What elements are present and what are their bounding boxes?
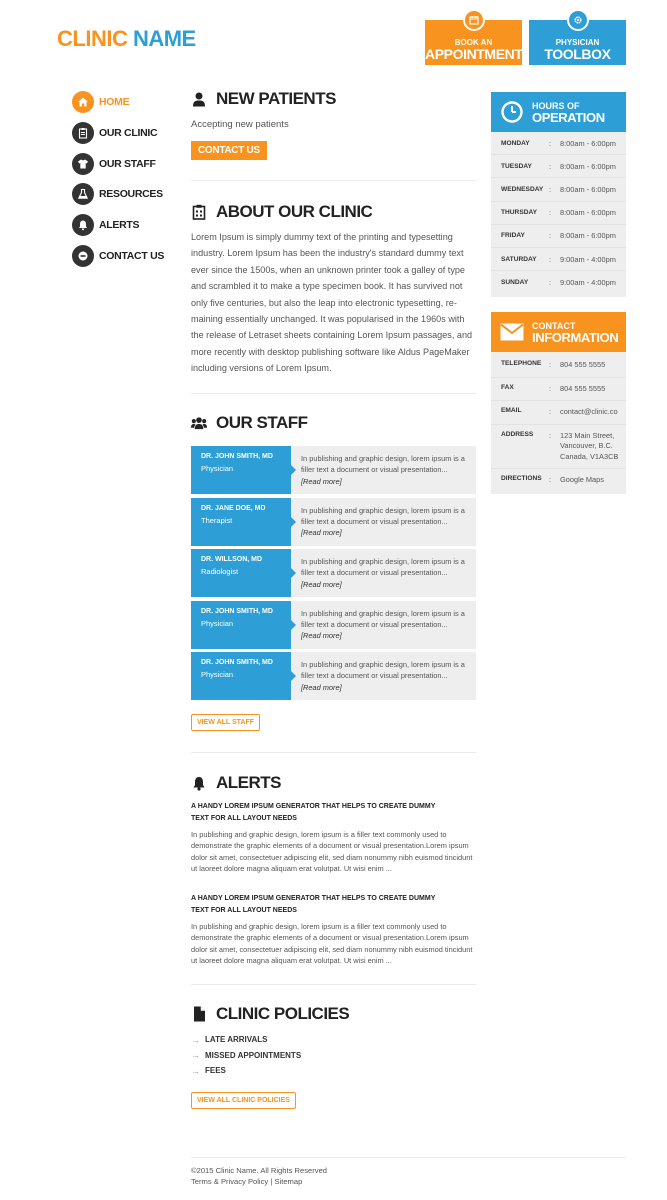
arrow-right-icon: → xyxy=(191,1050,200,1061)
day-label: SUNDAY xyxy=(501,279,529,287)
alerts-title: ALERTS xyxy=(216,773,281,792)
read-more-link[interactable]: [Read more] xyxy=(301,682,342,692)
hours-title-line1: HOURS OF xyxy=(532,100,580,111)
contact-label: ADDRESS xyxy=(501,430,534,438)
sitemap-link[interactable]: Sitemap xyxy=(274,1177,303,1186)
staff-name-cell[interactable] xyxy=(191,498,291,546)
policies-heading xyxy=(191,1004,349,1024)
policy-item[interactable] xyxy=(191,1048,301,1064)
staff-role: Physician xyxy=(201,618,234,628)
staff-desc-text: In publishing and graphic design, lorem ipsum is a filler text a document or visual presentation... xyxy=(301,660,465,681)
hours-row xyxy=(491,248,626,271)
nav-item-our-staff[interactable] xyxy=(72,153,164,175)
contact-row xyxy=(491,401,626,425)
policies-list xyxy=(191,1032,301,1079)
hours-header xyxy=(491,92,626,132)
day-label: FRIDAY xyxy=(501,232,525,240)
staff-desc xyxy=(291,549,476,597)
book-btn-line1: BOOK AN xyxy=(454,38,493,47)
nav-item-our-clinic[interactable] xyxy=(72,122,164,144)
hours-row xyxy=(491,271,626,294)
nav-item-label: CONTACT US xyxy=(99,249,165,262)
alert-heading[interactable]: A HANDY LOREM IPSUM GENERATOR THAT HELPS TO CREATE DUMMY TEXT FOR ALL LAYOUT NEEDS xyxy=(191,895,436,914)
about-heading xyxy=(191,202,372,222)
staff-desc-text: In publishing and graphic design, lorem ipsum is a filler text a document or visual presentation... xyxy=(301,454,465,475)
hours-value: 8:00am - 6:00pm xyxy=(560,208,616,218)
staff-row xyxy=(191,498,476,546)
policy-label: MISSED APPOINTMENTS xyxy=(205,1050,302,1060)
read-more-link[interactable]: [Read more] xyxy=(301,528,342,538)
staff-desc xyxy=(291,446,476,494)
hours-value: 8:00am - 6:00pm xyxy=(560,161,616,171)
separator: : xyxy=(549,430,552,440)
staff-row xyxy=(191,652,476,700)
separator: : xyxy=(549,161,552,171)
staff-name: DR. JANE DOE, MD xyxy=(201,504,266,512)
nav-item-resources[interactable] xyxy=(72,183,164,205)
main-nav xyxy=(72,91,164,276)
toolbox-btn-line2: TOOLBOX xyxy=(544,46,611,62)
day-label: SATURDAY xyxy=(501,255,537,263)
staff-desc-text: In publishing and graphic design, lorem ipsum is a filler text a document or visual presentation... xyxy=(301,608,465,629)
separator: : xyxy=(549,254,552,264)
staff-role: Radiologist xyxy=(201,567,239,576)
nav-item-contact-us[interactable] xyxy=(72,245,164,267)
contact-label: FAX xyxy=(501,383,514,391)
arrow-right-icon: → xyxy=(191,1034,200,1045)
hours-value: 8:00am - 6:00pm xyxy=(560,138,616,148)
staff-name-cell[interactable] xyxy=(191,446,291,494)
contact-label: EMAIL xyxy=(501,407,522,414)
footer xyxy=(191,1165,327,1187)
day-label: THURSDAY xyxy=(501,209,538,217)
staff-list xyxy=(191,446,476,704)
copyright-text: ©2015 Clinic Name. All Rights Reserved xyxy=(191,1166,328,1175)
directions-link[interactable]: Google Maps xyxy=(560,475,604,484)
contact-label: DIRECTIONS xyxy=(501,475,542,482)
staff-role: Physician xyxy=(201,464,234,473)
staff-desc xyxy=(291,652,476,700)
hours-row xyxy=(491,155,626,178)
contact-title-line1: CONTACT xyxy=(532,320,576,331)
hours-row xyxy=(491,202,626,225)
staff-title: OUR STAFF xyxy=(216,413,308,432)
contact-value: 123 Main Street, Vancouver, B.C. Canada, V1A3CB xyxy=(560,430,619,461)
clock-icon xyxy=(500,100,524,124)
separator: : xyxy=(549,383,552,393)
staff-desc xyxy=(291,601,476,649)
hours-row xyxy=(491,132,626,155)
separator: : xyxy=(549,184,552,194)
separator: : xyxy=(549,360,552,369)
nav-item-label: RESOURCES xyxy=(99,188,163,201)
staff-name-cell[interactable] xyxy=(191,601,291,649)
day-label: MONDAY xyxy=(501,139,530,147)
book-appointment-button[interactable] xyxy=(425,20,522,65)
staff-name: DR. JOHN SMITH, MD xyxy=(201,659,273,666)
bell-icon xyxy=(191,775,207,791)
staff-name: DR. JOHN SMITH, MD xyxy=(201,607,273,615)
read-more-link[interactable]: [Read more] xyxy=(301,579,342,589)
hours-value: 8:00am - 6:00pm xyxy=(560,231,616,241)
nav-item-label: ALERTS xyxy=(99,219,140,232)
staff-desc-text: In publishing and graphic design, lorem ipsum is a filler text a document or visual presentation... xyxy=(301,557,465,578)
home-icon xyxy=(72,91,94,113)
hours-title-line2: OPERATION xyxy=(532,109,605,125)
separator: : xyxy=(549,475,552,484)
gear-icon xyxy=(567,9,589,31)
staff-desc xyxy=(291,498,476,546)
users-icon xyxy=(191,415,207,431)
nav-item-label: OUR STAFF xyxy=(99,157,156,170)
alerts-heading xyxy=(191,773,281,793)
contact-header xyxy=(491,312,626,352)
alert-item xyxy=(191,801,476,875)
separator: : xyxy=(549,231,552,241)
flask-icon xyxy=(72,183,94,205)
hours-value: 9:00am - 4:00pm xyxy=(560,254,616,264)
nav-item-alerts[interactable] xyxy=(72,214,164,236)
staff-name: DR. WILLSON, MD xyxy=(201,556,263,563)
hours-value: 8:00am - 6:00pm xyxy=(560,184,616,194)
new-patients-text: Accepting new patients xyxy=(191,119,289,130)
contact-value[interactable]: 804 555 5555 xyxy=(560,360,606,369)
read-more-link[interactable]: [Read more] xyxy=(301,476,342,486)
footer-divider xyxy=(191,1157,626,1158)
contact-us-button[interactable]: CONTACT US xyxy=(191,141,267,160)
about-text: Lorem Ipsum is simply dummy text of the printing and typesetting industry. Lorem Ipsum has been the industry's standard dummy text ever since the 1500s, when an unknown printer took a galley of type and scrambled it to make a type specimen book. It has survived not only five centuries, but also the leap into electronic typesetting, re-maining essentially unchanged. It was popularised in the 1960s with the release of Letraset sheets containing Lorem Ipsum passages, and more recently with desktop publishing software like Aldus PageMaker including versions of Lorem Ipsum. xyxy=(191,232,473,374)
staff-row xyxy=(191,601,476,649)
staff-desc-text: In publishing and graphic design, lorem ipsum is a filler text a document or visual presentation... xyxy=(301,505,465,526)
alert-item xyxy=(191,893,476,967)
separator: : xyxy=(549,407,552,416)
section-divider xyxy=(191,752,476,753)
staff-name-cell[interactable] xyxy=(191,652,291,700)
calendar-icon xyxy=(463,9,485,31)
toolbox-btn-line1: PHYSICIAN xyxy=(555,38,600,47)
staff-name: DR. JOHN SMITH, MD xyxy=(201,453,273,460)
new-patients-heading xyxy=(191,89,336,109)
footer-separator: | xyxy=(270,1177,273,1186)
terms-link[interactable]: Terms & Privacy Policy xyxy=(191,1177,269,1186)
hours-box xyxy=(491,92,626,297)
shirt-icon xyxy=(72,153,94,175)
contact-row xyxy=(491,469,626,492)
policy-label: LATE ARRIVALS xyxy=(205,1035,268,1045)
hours-row xyxy=(491,178,626,201)
contact-box xyxy=(491,312,626,494)
separator: : xyxy=(549,208,552,218)
clipboard-icon xyxy=(191,204,207,220)
about-title: ABOUT OUR CLINIC xyxy=(216,202,373,221)
contact-row xyxy=(491,425,626,470)
new-patients-title: NEW PATIENTS xyxy=(216,89,336,108)
staff-role: Physician xyxy=(201,670,234,679)
staff-row xyxy=(191,549,476,597)
arrow-right-icon: → xyxy=(191,1065,200,1076)
minus-circle-icon xyxy=(72,245,94,267)
book-btn-line2: APPOINTMENT xyxy=(425,46,523,62)
separator: : xyxy=(549,138,552,148)
alert-body: In publishing and graphic design, lorem ipsum is a filler text commonly used to demonstrate the graphic elements of a document or visual presentation.Lorem ipsum dolor sit amet, consectetuer adipiscing elit, sed diam nonummy nibh euismod tincidunt ut laoreet dolore magna aliquam erat volutpat. Ut wisi enim ... xyxy=(191,830,473,874)
read-more-link[interactable]: [Read more] xyxy=(301,631,342,641)
policy-item[interactable] xyxy=(191,1063,301,1079)
alert-heading[interactable]: A HANDY LOREM IPSUM GENERATOR THAT HELPS TO CREATE DUMMY TEXT FOR ALL LAYOUT NEEDS xyxy=(191,803,436,822)
site-logo[interactable] xyxy=(57,26,196,52)
contact-value: 804 555 5555 xyxy=(560,383,606,393)
day-label: WEDNESDAY xyxy=(501,185,544,193)
contact-label: TELEPHONE xyxy=(501,360,542,367)
contact-email-link[interactable]: contact@clinic.co xyxy=(560,407,618,416)
envelope-icon xyxy=(500,320,524,344)
view-all-staff-button[interactable]: VIEW ALL STAFF xyxy=(191,714,260,731)
section-divider xyxy=(191,180,476,181)
view-all-policies-button[interactable]: VIEW ALL CLINIC POLICIES xyxy=(191,1092,296,1109)
staff-role: Therapist xyxy=(201,515,233,525)
logo-part2: NAME xyxy=(132,26,196,51)
day-label: TUESDAY xyxy=(501,162,532,170)
separator: : xyxy=(549,278,552,288)
physician-toolbox-button[interactable] xyxy=(529,20,626,65)
staff-heading xyxy=(191,413,308,433)
contact-row xyxy=(491,378,626,402)
hours-value: 9:00am - 4:00pm xyxy=(560,278,616,288)
hours-row xyxy=(491,225,626,248)
document-icon xyxy=(191,1006,207,1022)
section-divider xyxy=(191,984,476,985)
nav-item-label: OUR CLINIC xyxy=(99,126,158,139)
contact-title-line2: INFORMATION xyxy=(532,329,619,345)
staff-row xyxy=(191,446,476,494)
logo-part1: CLINIC xyxy=(57,26,128,51)
policy-label: FEES xyxy=(205,1066,226,1076)
nav-item-home[interactable] xyxy=(72,91,164,113)
clipboard-icon xyxy=(72,122,94,144)
policies-title: CLINIC POLICIES xyxy=(216,1004,350,1023)
policy-item[interactable] xyxy=(191,1032,301,1048)
nav-item-label: HOME xyxy=(99,96,130,108)
contact-row xyxy=(491,354,626,378)
alert-body: In publishing and graphic design, lorem ipsum is a filler text commonly used to demonstrate the graphic elements of a document or visual presentation.Lorem ipsum dolor sit amet, consectetuer adipiscing elit, sed diam nonummy nibh euismod tincidunt ut laoreet dolore magna aliquam erat volutpat. Ut wisi enim ... xyxy=(191,922,473,966)
bell-icon xyxy=(72,214,94,236)
section-divider xyxy=(191,393,476,394)
staff-name-cell[interactable] xyxy=(191,549,291,597)
user-icon xyxy=(191,91,207,107)
